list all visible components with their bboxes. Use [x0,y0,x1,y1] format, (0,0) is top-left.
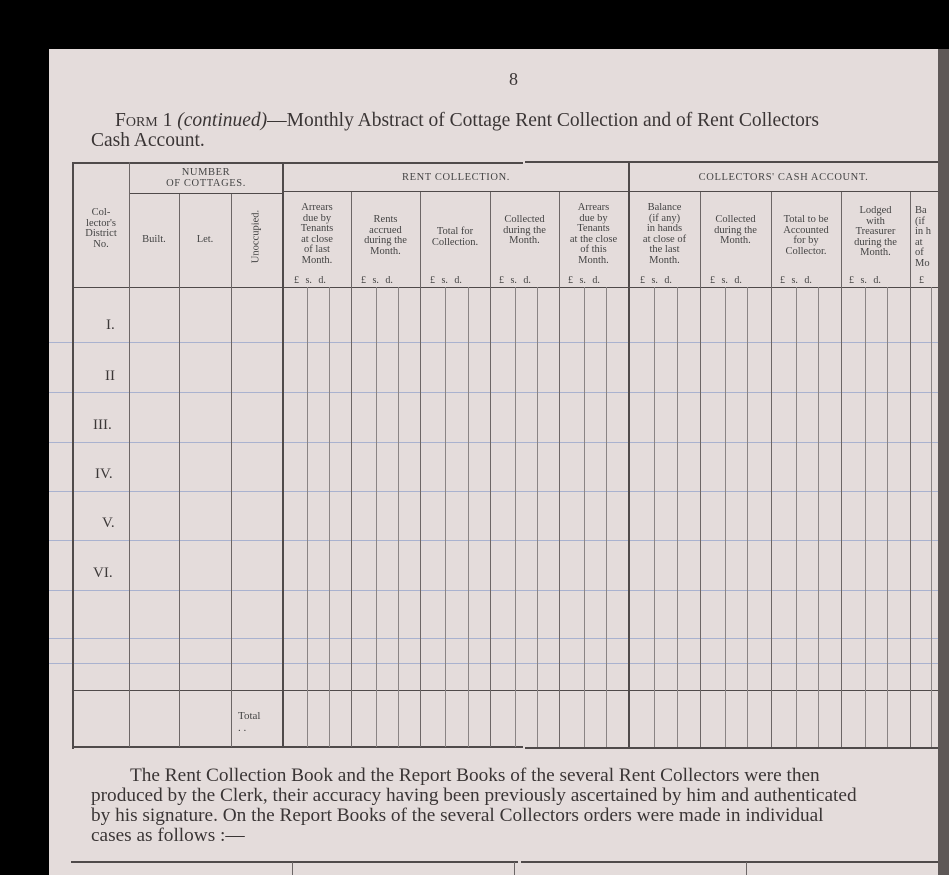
header-built: Built. [142,234,166,245]
ruled-line [49,638,938,639]
district-label: IV. [95,466,113,482]
group-underline [283,191,629,192]
group-rent-collection: RENT COLLECTION. [402,172,510,183]
header-balance: Balance (if any) in hands at close of the last Month. [642,202,687,266]
header-total-collection: Total for Collection. [431,226,479,248]
header-unoccupied: Unoccupied. [250,209,262,264]
column-divider [351,192,352,747]
header-total-accounted: Total to be Accounted for by Collector. [783,214,829,257]
next-table-divider [514,862,515,875]
header-balance-end: Ba (if in h at of Mo [915,206,932,269]
column-divider [490,192,491,747]
currency-label: £ s. d. [849,275,881,286]
header-lodged: Lodged with Treasurer during the Month. [854,205,897,259]
sd-divider [445,287,446,747]
paragraph-line: cases as follows :— [91,825,245,846]
ruled-line [49,491,938,492]
header-district: Col- lector's District No. [85,207,117,250]
column-divider [559,192,560,747]
continued-label: (continued) [177,110,268,131]
form-title-line2: Cash Account. [91,130,205,151]
page-number: 8 [509,69,518,89]
group-number-of-cottages: NUMBER OF COTTAGES. [166,167,246,189]
sd-divider [887,287,888,747]
ruled-line [49,540,938,541]
page-edge [938,49,949,875]
group-underline [129,193,283,194]
group-underline [629,191,938,192]
header-rule [73,287,938,288]
sd-divider [654,287,655,747]
currency-label: £ s. d. [294,275,326,286]
ruled-line [49,442,938,443]
sd-divider [747,287,748,747]
next-table-divider [292,862,293,875]
header-rents-accrued: Rents accrued during the Month. [364,214,407,257]
sd-divider [307,287,308,747]
currency-label: £ s. d. [568,275,600,286]
paragraph-line: produced by the Clerk, their accuracy having been previously ascertained by him and authenticated [91,785,857,806]
ruled-line [49,392,938,393]
column-divider [841,192,842,747]
currency-label: £ s. d. [430,275,462,286]
sd-divider [584,287,585,747]
header-arrears-last: Arrears due by Tenants at close of last Month. [300,202,334,266]
sd-divider [606,287,607,747]
district-label: V. [102,515,115,531]
sd-divider [398,287,399,747]
sd-divider [329,287,330,747]
sd-divider [537,287,538,747]
paragraph-line: The Rent Collection Book and the Report Books of the several Rent Collectors were then [130,765,820,786]
sd-divider [865,287,866,747]
district-label: II [105,368,115,384]
table-bottom-rule [525,747,938,749]
sd-divider [796,287,797,747]
total-label: Total . . [238,710,261,734]
sd-divider [677,287,678,747]
district-label: VI. [93,565,113,581]
currency-label: £ [919,275,924,286]
column-divider [771,192,772,747]
sd-divider [468,287,469,747]
currency-label: £ s. d. [499,275,531,286]
column-divider [129,162,130,747]
district-label: III. [93,417,112,433]
table-top-rule [73,162,523,164]
header-arrears-this: Arrears due by Tenants at the close of this Month. [569,202,618,266]
total-rule [73,690,938,691]
table-bottom-rule [73,746,523,748]
column-divider [910,192,911,747]
column-divider [420,192,421,747]
sd-divider [725,287,726,747]
sd-divider [818,287,819,747]
form-heading [91,111,938,151]
form-title: —Monthly Abstract of Cottage Rent Collection and of Rent Collectors [267,110,820,131]
district-label: I. [106,317,115,333]
document-page [49,49,938,875]
header-let: Let. [196,234,214,245]
sd-divider [931,287,932,747]
currency-label: £ s. d. [640,275,672,286]
column-divider [231,194,232,747]
ruled-line [49,590,938,591]
currency-label: £ s. d. [710,275,742,286]
header-collected-cash: Collected during the Month. [714,214,757,247]
ruled-line [49,663,938,664]
next-table-top-rule [521,861,938,863]
sd-divider [515,287,516,747]
currency-label: £ s. d. [361,275,393,286]
currency-label: £ s. d. [780,275,812,286]
table-top-rule [525,161,938,163]
group-collectors-cash-account: COLLECTORS' CASH ACCOUNT. [698,172,869,183]
form-label: Form 1 [115,110,173,131]
minutes-paragraph [91,766,938,846]
column-divider [700,192,701,747]
paragraph-line: by his signature. On the Report Books of the several Collectors orders were made in individual [91,805,824,826]
header-collected: Collected during the Month. [503,214,546,247]
sd-divider [376,287,377,747]
column-divider [179,194,180,747]
next-table-divider [746,862,747,875]
next-table-top-rule [71,861,518,863]
ruled-line [49,342,938,343]
